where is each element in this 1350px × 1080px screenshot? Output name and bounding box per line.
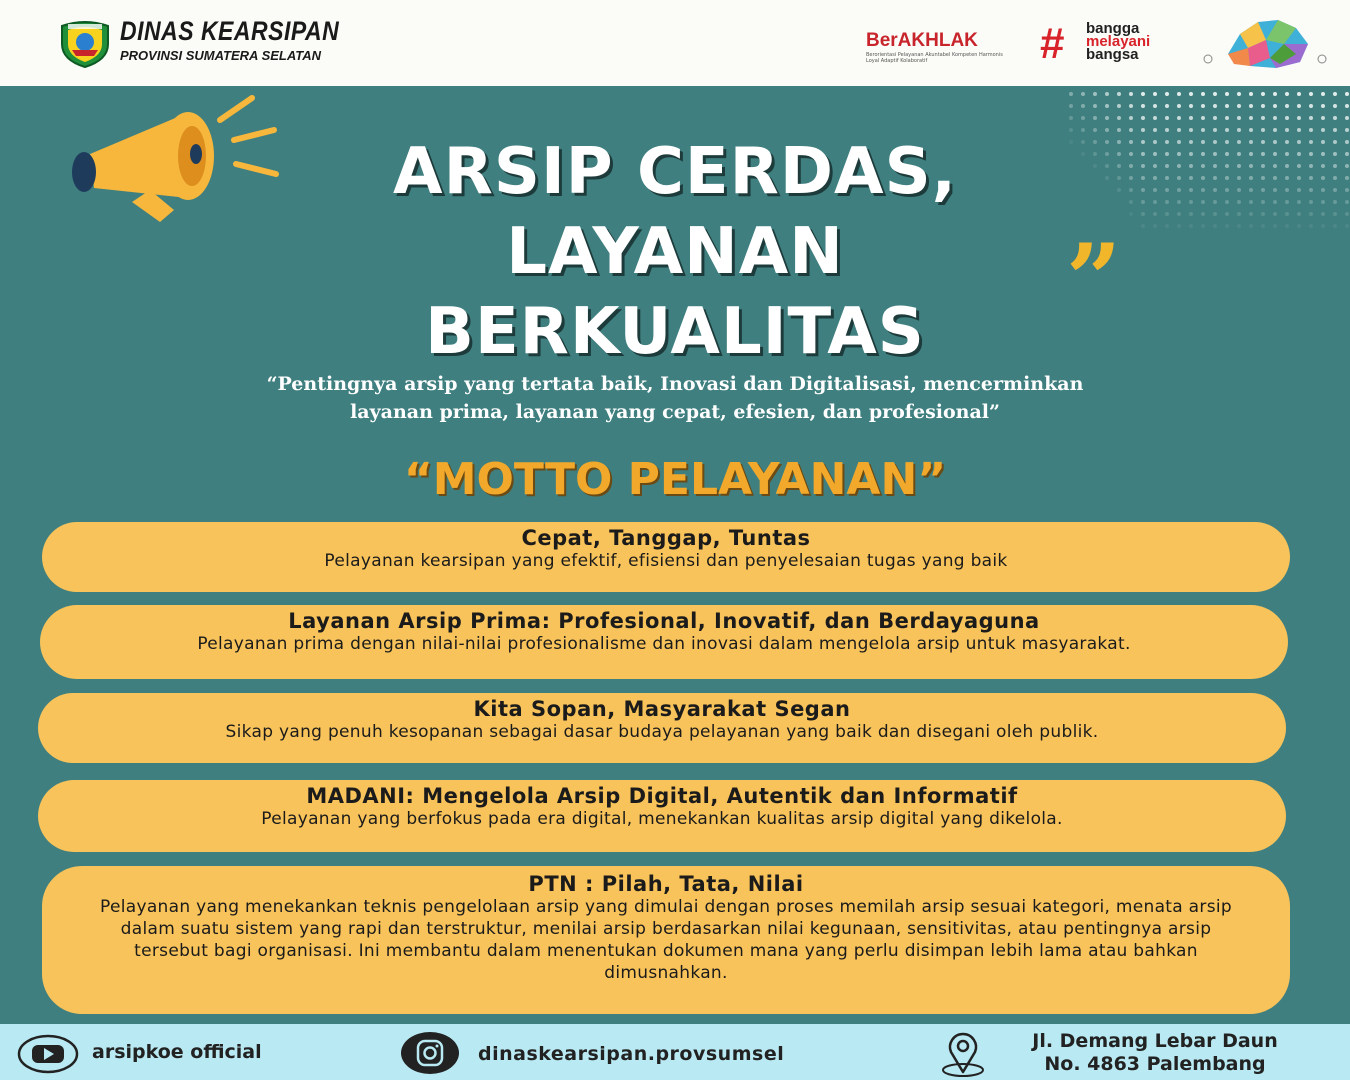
decorative-dot (1129, 140, 1133, 144)
decorative-dot (1225, 164, 1229, 168)
decorative-dot (1261, 128, 1265, 132)
address (990, 1030, 1320, 1076)
decorative-dot (1201, 224, 1205, 228)
decorative-dot (1177, 224, 1181, 228)
decorative-dot (1213, 224, 1217, 228)
decorative-dot (1213, 92, 1217, 96)
decorative-dot (1297, 176, 1301, 180)
decorative-dot (1309, 212, 1313, 216)
decorative-dot (1309, 176, 1313, 180)
decorative-dot (1141, 200, 1145, 204)
decorative-dot (1177, 188, 1181, 192)
main-title (240, 132, 1110, 372)
decorative-dot (1285, 140, 1289, 144)
motto-title: “MOTTO PELAYANAN” (403, 454, 947, 505)
decorative-dot (1285, 164, 1289, 168)
decorative-dot (1261, 152, 1265, 156)
decorative-dot (1345, 140, 1349, 144)
decorative-dot (1201, 200, 1205, 204)
motto-card-5 (42, 866, 1290, 1014)
decorative-dot (1201, 92, 1205, 96)
decorative-dot (1117, 104, 1121, 108)
decorative-dot (1345, 176, 1349, 180)
decorative-dot (1225, 116, 1229, 120)
decorative-dot (1321, 104, 1325, 108)
decorative-dot (1309, 188, 1313, 192)
decorative-dot (1237, 152, 1241, 156)
decorative-dot (1165, 212, 1169, 216)
decorative-dot (1225, 224, 1229, 228)
decorative-dot (1321, 92, 1325, 96)
decorative-dot (1273, 200, 1277, 204)
decorative-dot (1333, 92, 1337, 96)
decorative-dot (1225, 128, 1229, 132)
decorative-dot (1261, 116, 1265, 120)
motto-card-3 (38, 693, 1286, 763)
decorative-dot (1249, 200, 1253, 204)
decorative-dot (1153, 164, 1157, 168)
decorative-dot (1153, 212, 1157, 216)
decorative-dot (1273, 212, 1277, 216)
decorative-dot (1141, 224, 1145, 228)
decorative-dot (1309, 140, 1313, 144)
youtube-icon[interactable] (17, 1034, 79, 1074)
decorative-dot (1249, 224, 1253, 228)
decorative-dot (1225, 140, 1229, 144)
decorative-dot (1297, 212, 1301, 216)
decorative-dot (1321, 116, 1325, 120)
decorative-dot (1177, 152, 1181, 156)
decorative-dot (1309, 104, 1313, 108)
motto-card-4 (38, 780, 1286, 852)
sumsel-map-icon (1200, 14, 1330, 74)
decorative-dot (1129, 164, 1133, 168)
decorative-dot (1237, 92, 1241, 96)
decorative-dot (1177, 140, 1181, 144)
decorative-dot (1213, 140, 1217, 144)
decorative-dot (1225, 200, 1229, 204)
decorative-dot (1201, 164, 1205, 168)
decorative-dot (1201, 176, 1205, 180)
decorative-dot (1165, 92, 1169, 96)
decorative-dot (1129, 212, 1133, 216)
decorative-dot (1225, 92, 1229, 96)
decorative-dot (1141, 116, 1145, 120)
decorative-dot (1273, 176, 1277, 180)
decorative-dot (1189, 92, 1193, 96)
decorative-dot (1165, 224, 1169, 228)
decorative-dot (1285, 152, 1289, 156)
decorative-dot (1261, 224, 1265, 228)
decorative-dot (1153, 200, 1157, 204)
decorative-dot (1117, 164, 1121, 168)
decorative-dot (1225, 176, 1229, 180)
decorative-dot (1285, 176, 1289, 180)
decorative-dot (1237, 128, 1241, 132)
decorative-dot (1285, 200, 1289, 204)
decorative-dot (1345, 128, 1349, 132)
decorative-dot (1153, 104, 1157, 108)
decorative-dot (1297, 164, 1301, 168)
decorative-dot (1261, 92, 1265, 96)
decorative-dot (1249, 152, 1253, 156)
decorative-dot (1069, 104, 1073, 108)
decorative-dot (1309, 164, 1313, 168)
decorative-dot (1213, 128, 1217, 132)
decorative-dot (1249, 116, 1253, 120)
decorative-dot (1273, 116, 1277, 120)
title-line-2: LAYANAN (506, 215, 844, 289)
decorative-dot (1141, 176, 1145, 180)
decorative-dot (1249, 212, 1253, 216)
decorative-dot (1297, 116, 1301, 120)
decorative-dot (1141, 104, 1145, 108)
decorative-dot (1081, 92, 1085, 96)
decorative-dot (1345, 188, 1349, 192)
decorative-dot (1165, 104, 1169, 108)
decorative-dot (1285, 224, 1289, 228)
instagram-handle[interactable]: dinaskearsipan.provsumsel (478, 1043, 785, 1065)
decorative-dot (1165, 188, 1169, 192)
decorative-dot (1105, 104, 1109, 108)
decorative-dot (1093, 116, 1097, 120)
decorative-dot (1105, 116, 1109, 120)
decorative-dot (1201, 116, 1205, 120)
decorative-dot (1165, 164, 1169, 168)
decorative-dot (1201, 152, 1205, 156)
decorative-dot (1117, 128, 1121, 132)
decorative-dot (1093, 104, 1097, 108)
decorative-dot (1105, 92, 1109, 96)
decorative-dot (1297, 104, 1301, 108)
org-subtitle: PROVINSI SUMATERA SELATAN (120, 48, 322, 63)
decorative-dot (1273, 164, 1277, 168)
berakhlak-subtitle: Berorientasi Pelayanan Akuntabel Kompeten Harmonis Loyal Adaptif Kolaboratif (866, 52, 1003, 64)
decorative-dot (1237, 176, 1241, 180)
decorative-dot (1165, 116, 1169, 120)
decorative-dot (1249, 188, 1253, 192)
decorative-dot (1333, 128, 1337, 132)
decorative-dot (1273, 224, 1277, 228)
decorative-dot (1297, 200, 1301, 204)
decorative-dot (1333, 176, 1337, 180)
decorative-dot (1333, 200, 1337, 204)
decorative-dot (1141, 212, 1145, 216)
decorative-dot (1321, 164, 1325, 168)
header-bar (0, 0, 1350, 86)
decorative-dot (1309, 152, 1313, 156)
decorative-dot (1213, 116, 1217, 120)
tagline (90, 370, 1260, 426)
decorative-dot (1069, 116, 1073, 120)
decorative-dot (1177, 200, 1181, 204)
decorative-dot (1213, 212, 1217, 216)
decorative-dot (1213, 152, 1217, 156)
decorative-dot (1345, 116, 1349, 120)
decorative-dot (1225, 104, 1229, 108)
decorative-dot (1309, 92, 1313, 96)
decorative-dot (1345, 200, 1349, 204)
decorative-dot (1069, 92, 1073, 96)
youtube-handle[interactable]: arsipkoe official (92, 1041, 262, 1063)
decorative-dot (1237, 224, 1241, 228)
decorative-dot (1273, 140, 1277, 144)
decorative-dot (1129, 200, 1133, 204)
decorative-dot (1285, 188, 1289, 192)
bangga-line-3: bangsa (1086, 46, 1139, 63)
decorative-dot (1189, 116, 1193, 120)
decorative-dot (1333, 188, 1337, 192)
tagline-line-2: layanan prima, layanan yang cepat, efesien, dan profesional” (350, 401, 1000, 423)
address-line-1: Jl. Demang Lebar Daun (1032, 1030, 1278, 1052)
decorative-dot (1129, 152, 1133, 156)
bangga-line-2: melayani (1086, 33, 1151, 50)
decorative-dot (1309, 224, 1313, 228)
decorative-dot (1213, 104, 1217, 108)
decorative-dot (1237, 200, 1241, 204)
motto-heading: Layanan Arsip Prima: Profesional, Inovatif, dan Berdayaguna (288, 609, 1040, 633)
decorative-dot (1129, 176, 1133, 180)
decorative-dot (1249, 128, 1253, 132)
decorative-dot (1189, 128, 1193, 132)
decorative-dot (1321, 140, 1325, 144)
org-name (120, 15, 340, 63)
decorative-dot (1117, 188, 1121, 192)
decorative-dot (1129, 92, 1133, 96)
decorative-dot (1165, 140, 1169, 144)
decorative-dot (1285, 104, 1289, 108)
decorative-dot (1321, 188, 1325, 192)
decorative-dot (1153, 92, 1157, 96)
hashtag-icon: # (1040, 19, 1065, 68)
decorative-dot (1141, 140, 1145, 144)
decorative-dot (1141, 164, 1145, 168)
decorative-dot (1333, 116, 1337, 120)
decorative-dot (1309, 128, 1313, 132)
decorative-dot (1285, 212, 1289, 216)
decorative-dot (1129, 128, 1133, 132)
decorative-dot (1213, 188, 1217, 192)
decorative-dot (1333, 164, 1337, 168)
decorative-dot (1177, 104, 1181, 108)
decorative-dot (1321, 176, 1325, 180)
province-emblem-icon (58, 20, 112, 68)
title-line-1: ARSIP CERDAS, (393, 135, 957, 209)
decorative-dot (1273, 104, 1277, 108)
decorative-dot (1333, 152, 1337, 156)
decorative-dot (1285, 128, 1289, 132)
motto-heading: Kita Sopan, Masyarakat Segan (473, 697, 851, 721)
quote-mark-icon: ” (1066, 223, 1122, 336)
decorative-dot (1213, 200, 1217, 204)
decorative-dot (1261, 176, 1265, 180)
motto-description: Sikap yang penuh kesopanan sebagai dasar budaya pelayanan yang baik dan disegani oleh publik. (225, 722, 1099, 742)
motto-heading: PTN : Pilah, Tata, Nilai (528, 872, 804, 896)
berakhlak-word: BerAKHLAK (866, 30, 978, 51)
decorative-dot (1153, 188, 1157, 192)
decorative-dot (1321, 224, 1325, 228)
decorative-dot (1177, 212, 1181, 216)
decorative-dot (1081, 104, 1085, 108)
decorative-dot (1249, 164, 1253, 168)
motto-description: Pelayanan yang berfokus pada era digital, menekankan kualitas arsip digital yang dikelola. (261, 809, 1063, 829)
decorative-dot (1261, 140, 1265, 144)
decorative-dot (1297, 152, 1301, 156)
decorative-dot (1249, 176, 1253, 180)
decorative-dot (1201, 104, 1205, 108)
decorative-dot (1273, 188, 1277, 192)
location-pin-icon (938, 1030, 988, 1078)
decorative-dot (1333, 212, 1337, 216)
decorative-dot (1165, 152, 1169, 156)
motto-description: Pelayanan kearsipan yang efektif, efisiensi dan penyelesaian tugas yang baik (324, 551, 1008, 571)
decorative-dot (1165, 200, 1169, 204)
decorative-dot (1153, 176, 1157, 180)
motto-card-2 (40, 605, 1288, 679)
decorative-dot (1165, 128, 1169, 132)
decorative-dot (1117, 176, 1121, 180)
decorative-dot (1189, 200, 1193, 204)
decorative-dot (1297, 92, 1301, 96)
decorative-dot (1117, 140, 1121, 144)
decorative-dot (1201, 212, 1205, 216)
decorative-dot (1189, 176, 1193, 180)
decorative-dot (1201, 188, 1205, 192)
decorative-dot (1189, 140, 1193, 144)
decorative-dot (1189, 212, 1193, 216)
motto-heading: MADANI: Mengelola Arsip Digital, Autentik dan Informatif (306, 784, 1018, 808)
tagline-line-1: “Pentingnya arsip yang tertata baik, Inovasi dan Digitalisasi, mencerminkan (266, 373, 1084, 395)
decorative-dot (1297, 140, 1301, 144)
decorative-dot (1345, 164, 1349, 168)
title-line-3: BERKUALITAS (425, 295, 925, 369)
decorative-dot (1141, 92, 1145, 96)
decorative-dot (1345, 92, 1349, 96)
decorative-dot (1321, 212, 1325, 216)
decorative-dot (1273, 92, 1277, 96)
decorative-dot (1249, 104, 1253, 108)
decorative-dot (1213, 164, 1217, 168)
decorative-dot (1237, 116, 1241, 120)
decorative-dot (1345, 212, 1349, 216)
decorative-dot (1189, 164, 1193, 168)
decorative-dot (1189, 104, 1193, 108)
decorative-dot (1153, 116, 1157, 120)
decorative-dot (1225, 188, 1229, 192)
decorative-dot (1177, 116, 1181, 120)
decorative-dot (1129, 116, 1133, 120)
decorative-dot (1153, 128, 1157, 132)
decorative-dot (1153, 152, 1157, 156)
footer-bar (0, 1024, 1350, 1080)
decorative-dot (1177, 92, 1181, 96)
decorative-dot (1201, 140, 1205, 144)
decorative-dot (1177, 176, 1181, 180)
decorative-dot (1345, 104, 1349, 108)
decorative-dot (1237, 212, 1241, 216)
decorative-dot (1249, 140, 1253, 144)
decorative-dot (1261, 164, 1265, 168)
address-line-2: No. 4863 Palembang (1044, 1053, 1266, 1075)
decorative-dot (1261, 188, 1265, 192)
decorative-dot (1261, 212, 1265, 216)
motto-description: Pelayanan yang menekankan teknis pengelolaan arsip yang dimulai dengan proses memilah arsip sesuai kategori, menata arsip dalam suatu sistem yang rapi dan terstruktur, menilai arsip berdasarkan nilai kegunaan, sensitivitas, atau pentingnya arsip tersebut bagi organisasi. Ini membantu dalam menentukan dokumen mana yang perlu disimpan lebih lama atau bahkan dimusnahkan. (100, 897, 1232, 983)
decorative-dot (1093, 92, 1097, 96)
decorative-dot (1237, 140, 1241, 144)
decorative-dot (1297, 224, 1301, 228)
decorative-dot (1177, 128, 1181, 132)
decorative-dot (1225, 212, 1229, 216)
decorative-dot (1261, 104, 1265, 108)
decorative-dot (1297, 128, 1301, 132)
decorative-dot (1285, 92, 1289, 96)
decorative-dot (1309, 116, 1313, 120)
decorative-dot (1177, 164, 1181, 168)
decorative-dot (1165, 176, 1169, 180)
org-title: DINAS KEARSIPAN (120, 15, 340, 46)
bangga-line-1: bangga (1086, 20, 1140, 37)
motto-description: Pelayanan prima dengan nilai-nilai profesionalisme dan inovasi dalam mengelola arsip untuk masyarakat. (197, 634, 1131, 654)
decorative-dot (1321, 200, 1325, 204)
decorative-dot (1297, 188, 1301, 192)
decorative-dot (1129, 188, 1133, 192)
decorative-dot (1153, 140, 1157, 144)
decorative-dot (1273, 152, 1277, 156)
decorative-dot (1285, 116, 1289, 120)
decorative-dot (1249, 92, 1253, 96)
decorative-dot (1117, 92, 1121, 96)
decorative-dot (1213, 176, 1217, 180)
decorative-dot (1261, 200, 1265, 204)
decorative-dot (1321, 128, 1325, 132)
motto-card-1 (42, 522, 1290, 592)
decorative-dot (1333, 224, 1337, 228)
decorative-dot (1129, 104, 1133, 108)
decorative-dot (1189, 188, 1193, 192)
motto-heading: Cepat, Tanggap, Tuntas (521, 526, 811, 550)
decorative-dot (1141, 188, 1145, 192)
decorative-dot (1273, 128, 1277, 132)
decorative-dot (1141, 128, 1145, 132)
decorative-dot (1321, 152, 1325, 156)
decorative-dot (1225, 152, 1229, 156)
decorative-dot (1333, 104, 1337, 108)
decorative-dot (1117, 152, 1121, 156)
decorative-dot (1237, 188, 1241, 192)
decorative-dot (1201, 128, 1205, 132)
decorative-dot (1153, 224, 1157, 228)
decorative-dot (1345, 152, 1349, 156)
decorative-dot (1189, 152, 1193, 156)
berakhlak-logo (866, 30, 1016, 64)
decorative-dot (1141, 152, 1145, 156)
instagram-icon[interactable] (398, 1030, 462, 1076)
decorative-dot (1117, 116, 1121, 120)
decorative-dot (1081, 116, 1085, 120)
decorative-dot (1345, 224, 1349, 228)
decorative-dot (1333, 140, 1337, 144)
decorative-dot (1309, 200, 1313, 204)
decorative-dot (1237, 104, 1241, 108)
decorative-dot (1237, 164, 1241, 168)
decorative-dot (1189, 224, 1193, 228)
